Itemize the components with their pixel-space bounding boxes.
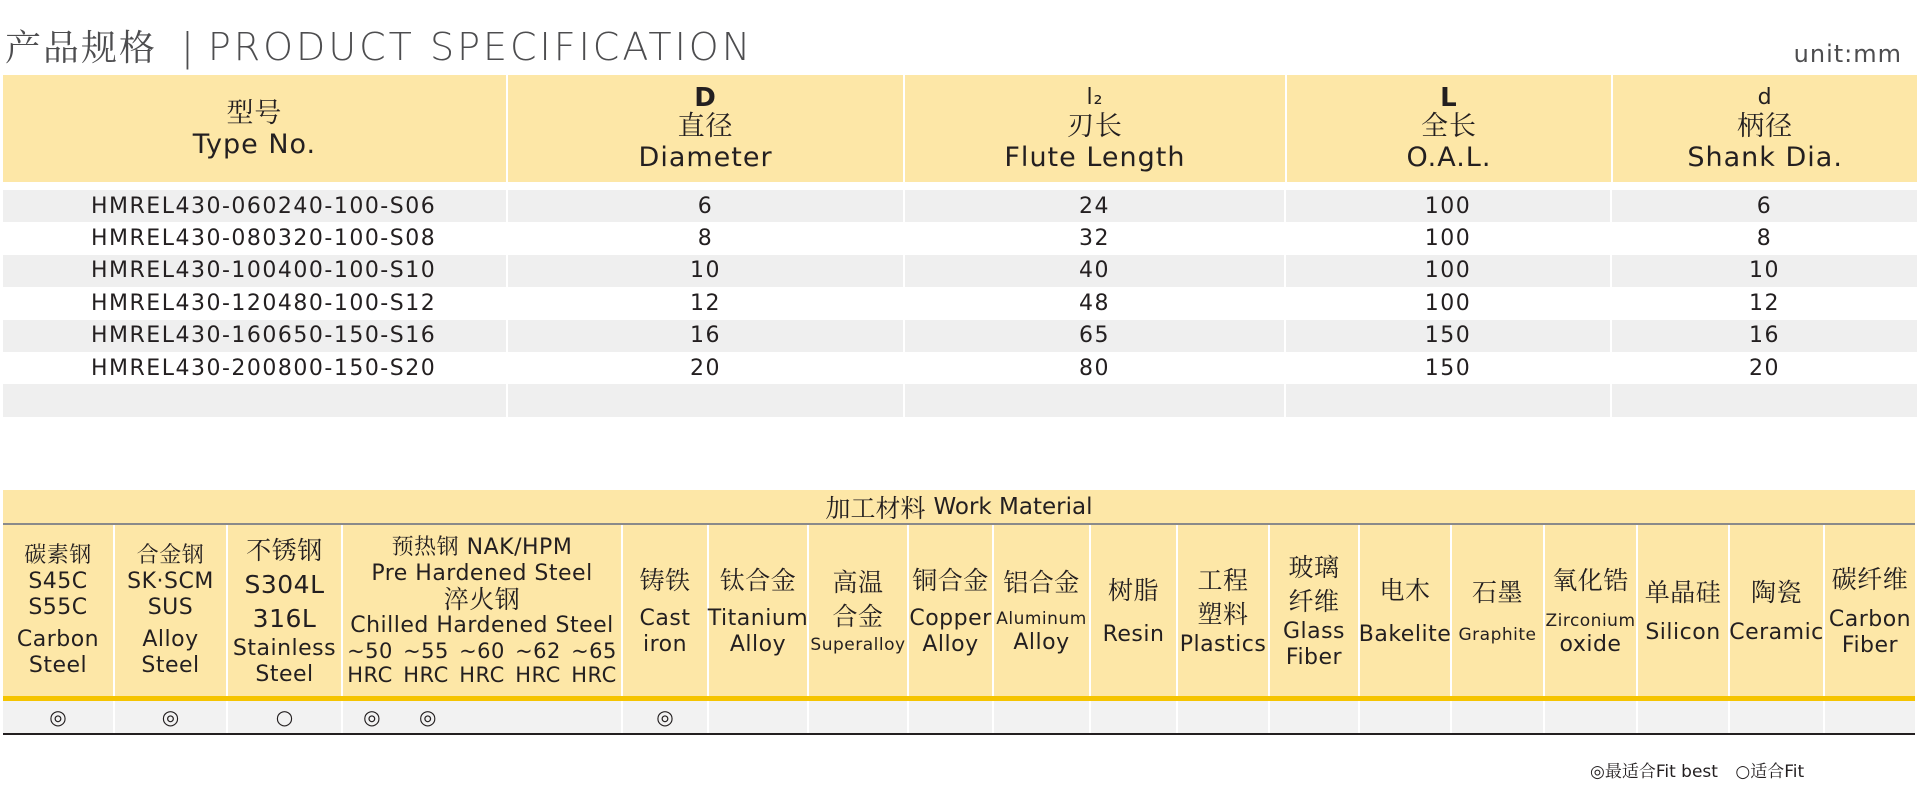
col-cn: 直径: [677, 110, 734, 142]
work-material-header: [3, 525, 1915, 701]
material-en: Carbon: [16, 626, 100, 652]
hrc-grade: ~65: [571, 638, 617, 663]
material-cn: 塑料: [1197, 599, 1249, 629]
fit-hardened-steel: [343, 701, 623, 733]
material-en: Pre Hardened Steel: [371, 560, 593, 586]
material-en: Glass: [1282, 618, 1346, 644]
material-cn: 铜合金: [912, 565, 989, 595]
col-type-no: [3, 75, 508, 182]
cell-oal: 100: [1286, 255, 1612, 287]
material-cn: 工程: [1197, 565, 1249, 595]
cell-shank: 20: [1749, 355, 1780, 381]
cell-diameter: 8: [508, 222, 905, 254]
fit-superalloy: [809, 701, 909, 733]
cell-flute: 32: [905, 222, 1286, 254]
cell-type: HMREL430-120480-100-S12: [3, 287, 508, 319]
cell-type: HMREL430-060240-100-S06: [3, 190, 508, 222]
material-cn: 碳素钢: [24, 542, 92, 568]
material-en: Ceramic: [1729, 619, 1824, 645]
fit-copper: [909, 701, 994, 733]
col-oal: [1287, 75, 1614, 182]
material-en: Resin: [1102, 621, 1165, 647]
fit-legend: [1590, 757, 1804, 782]
cell-diameter: [508, 384, 905, 416]
material-en: iron: [642, 631, 688, 657]
col-flute-length: [905, 75, 1286, 182]
cell-oal: 100: [1286, 222, 1612, 254]
material-en: Silicon: [1645, 619, 1721, 645]
work-material-title-cn: 加工材料: [825, 493, 926, 523]
col-symbol: L: [1440, 82, 1458, 113]
table-row: [3, 352, 1917, 384]
fit-stainless-steel: ○: [228, 701, 343, 733]
fit-ceramic: [1730, 701, 1825, 733]
material-en: Steel: [141, 652, 200, 678]
cell-flute: 24: [905, 190, 1286, 222]
cell-diameter: 12: [508, 287, 905, 319]
col-cn: 型号: [226, 97, 283, 129]
fit-alloy-steel: ◎: [115, 701, 228, 733]
table-row: [3, 190, 1917, 222]
material-en: Carbon: [1828, 606, 1912, 632]
material-en: Copper: [909, 605, 992, 631]
title-cn: 产品规格: [5, 28, 158, 69]
col-diameter: [508, 75, 905, 182]
material-en: Fiber: [1285, 644, 1343, 670]
cell-shank: 8: [1756, 226, 1773, 252]
fit-silicon: [1638, 701, 1730, 733]
table-row: [3, 255, 1917, 287]
cell-shank: 6: [1756, 193, 1773, 219]
material-en: Cast: [639, 605, 691, 631]
cell-type: HMREL430-160650-150-S16: [3, 320, 508, 352]
col-en: Type No.: [192, 128, 317, 160]
fit-row: [3, 701, 1915, 735]
cell-oal: 100: [1286, 287, 1612, 319]
hrc-unit: HRC: [515, 662, 561, 687]
col-shank-dia: [1613, 75, 1917, 182]
col-symbol: D: [694, 82, 717, 113]
col-cn: 柄径: [1737, 110, 1794, 142]
material-en: Stainless: [232, 635, 337, 661]
hrc-unit: HRC: [571, 662, 617, 687]
material-cn: 氧化锆: [1552, 565, 1629, 595]
col-en: Flute Length: [1004, 141, 1186, 173]
material-cn: 单晶硅: [1644, 577, 1722, 607]
material-superalloy: [809, 525, 909, 696]
material-graphite: [1452, 525, 1545, 696]
material-cn: 铝合金: [1003, 567, 1080, 597]
material-cast-iron: [623, 525, 709, 696]
legend-best: ◎最适合Fit best: [1590, 762, 1718, 782]
material-en: Chilled Hardened Steel: [350, 612, 614, 638]
cell-type: HMREL430-080320-100-S08: [3, 222, 508, 254]
cell-flute: 80: [905, 352, 1286, 384]
material-cn: 淬火钢: [443, 584, 521, 614]
material-cn: 碳纤维: [1831, 564, 1909, 594]
hrc-grades: [344, 639, 620, 663]
material-titanium-alloy: [709, 525, 809, 696]
fit-plastics: [1178, 701, 1270, 733]
material-en: Zirconium: [1545, 610, 1636, 631]
material-en: Superalloy: [810, 634, 906, 655]
hrc-unit: HRC: [347, 662, 393, 687]
cell-shank: 12: [1749, 290, 1780, 316]
fit-glass-fiber: [1270, 701, 1360, 733]
material-copper-alloy: [909, 525, 994, 696]
material-cn: 钛合金: [719, 565, 797, 595]
cell-diameter: 16: [508, 320, 905, 352]
material-en: Aluminum: [996, 608, 1087, 629]
cell-oal: 150: [1286, 320, 1612, 352]
material-en: Titanium: [707, 605, 809, 631]
material-cn: 合金: [832, 601, 884, 631]
col-symbol: l₂: [1086, 84, 1104, 110]
material-en: Steel: [28, 652, 88, 678]
material-grade: 316L: [252, 603, 317, 633]
material-en: Alloy: [922, 631, 979, 657]
fit-graphite: [1452, 701, 1545, 733]
material-cn: 树脂: [1107, 575, 1159, 605]
material-en: Fiber: [1841, 632, 1899, 658]
hrc-grade: ~62: [515, 638, 561, 663]
material-plastics: [1178, 525, 1270, 696]
fit-bakelite: [1360, 701, 1452, 733]
cell-type: [3, 384, 508, 416]
hrc-unit: HRC: [403, 662, 449, 687]
material-cn: 铸铁: [639, 565, 691, 595]
material-en: Alloy: [1013, 629, 1070, 655]
cell-flute: 40: [905, 255, 1286, 287]
hrc-units: [344, 663, 620, 687]
cell-diameter: 20: [508, 352, 905, 384]
material-carbon-steel: [3, 525, 115, 696]
cell-shank: [1612, 384, 1917, 416]
cell-shank: 16: [1749, 323, 1780, 349]
spec-table-header: [3, 75, 1917, 182]
col-en: Diameter: [638, 141, 773, 173]
cell-diameter: 10: [508, 255, 905, 287]
title-separator: |: [181, 25, 196, 69]
material-grade: SUS: [147, 594, 194, 620]
hrc-grade: ~55: [403, 638, 449, 663]
material-cn: 合金钢: [136, 542, 205, 568]
col-symbol: d: [1757, 84, 1773, 110]
material-stainless-steel: [228, 525, 343, 696]
material-cn: 不锈钢: [246, 535, 323, 565]
material-hardened-steel: [343, 525, 623, 696]
cell-flute: [905, 384, 1286, 416]
cell-flute: 48: [905, 287, 1286, 319]
material-grade: SK·SCM: [127, 568, 214, 594]
material-grade: S304L: [244, 569, 325, 599]
cell-oal: 150: [1286, 352, 1612, 384]
material-cn: 玻璃: [1288, 552, 1340, 582]
fit-cast-iron: ◎: [623, 701, 709, 733]
material-cn: 电木: [1379, 575, 1431, 605]
hrc-grade: ~50: [347, 638, 393, 663]
material-cn: 石墨: [1471, 577, 1523, 607]
material-en: Alloy: [142, 626, 199, 652]
unit-label: unit:mm: [1793, 40, 1902, 68]
fit-resin: [1091, 701, 1178, 733]
hrc-unit: HRC: [459, 662, 505, 687]
spec-table-body: [3, 190, 1917, 417]
material-en: Bakelite: [1358, 621, 1452, 647]
material-alloy-steel: [115, 525, 228, 696]
material-en: Alloy: [729, 631, 787, 657]
fit-hrc55: ◎: [418, 705, 437, 729]
cell-diameter: 6: [508, 190, 905, 222]
material-resin: [1091, 525, 1178, 696]
material-en: Steel: [255, 661, 314, 687]
legend-fit: ○适合Fit: [1735, 762, 1805, 782]
material-grade: S55C: [28, 594, 88, 620]
fit-aluminum: [994, 701, 1091, 733]
material-en: Graphite: [1458, 624, 1537, 645]
col-en: O.A.L.: [1406, 141, 1492, 173]
material-silicon: [1638, 525, 1730, 696]
fit-carbon-fiber: [1825, 701, 1915, 733]
work-material-title: [3, 490, 1915, 525]
fit-zirconium: [1545, 701, 1638, 733]
cell-flute: 65: [905, 320, 1286, 352]
hrc-grade: ~60: [459, 638, 505, 663]
material-cn: 预热钢 NAK/HPM: [391, 534, 573, 560]
col-cn: 刃长: [1066, 110, 1123, 142]
fit-carbon-steel: ◎: [3, 701, 115, 733]
page-title: [5, 20, 753, 70]
material-grade: S45C: [28, 568, 88, 594]
table-row: [3, 287, 1917, 319]
material-ceramic: [1730, 525, 1825, 696]
work-material-table: [3, 490, 1915, 735]
cell-type: HMREL430-200800-150-S20: [3, 352, 508, 384]
material-cn: 纤维: [1288, 586, 1340, 616]
cell-oal: 100: [1286, 190, 1612, 222]
fit-hrc50: ◎: [363, 705, 381, 729]
material-aluminum-alloy: [994, 525, 1091, 696]
material-cn: 陶瓷: [1750, 577, 1802, 607]
col-en: Shank Dia.: [1687, 141, 1843, 173]
cell-type: HMREL430-100400-100-S10: [3, 255, 508, 287]
material-bakelite: [1360, 525, 1452, 696]
cell-oal: [1286, 384, 1612, 416]
material-en: oxide: [1559, 631, 1622, 657]
table-row: [3, 320, 1917, 352]
table-row-empty: [3, 384, 1917, 416]
material-en: Plastics: [1179, 631, 1267, 657]
work-material-title-en: Work Material: [933, 493, 1093, 520]
material-carbon-fiber: [1825, 525, 1915, 696]
fit-titanium: [709, 701, 809, 733]
table-row: [3, 222, 1917, 254]
material-cn: 高温: [832, 567, 884, 597]
col-cn: 全长: [1420, 110, 1477, 142]
cell-shank: 10: [1749, 258, 1780, 284]
material-glass-fiber: [1270, 525, 1360, 696]
title-en: PRODUCT SPECIFICATION: [207, 25, 754, 69]
material-zirconium-oxide: [1545, 525, 1638, 696]
